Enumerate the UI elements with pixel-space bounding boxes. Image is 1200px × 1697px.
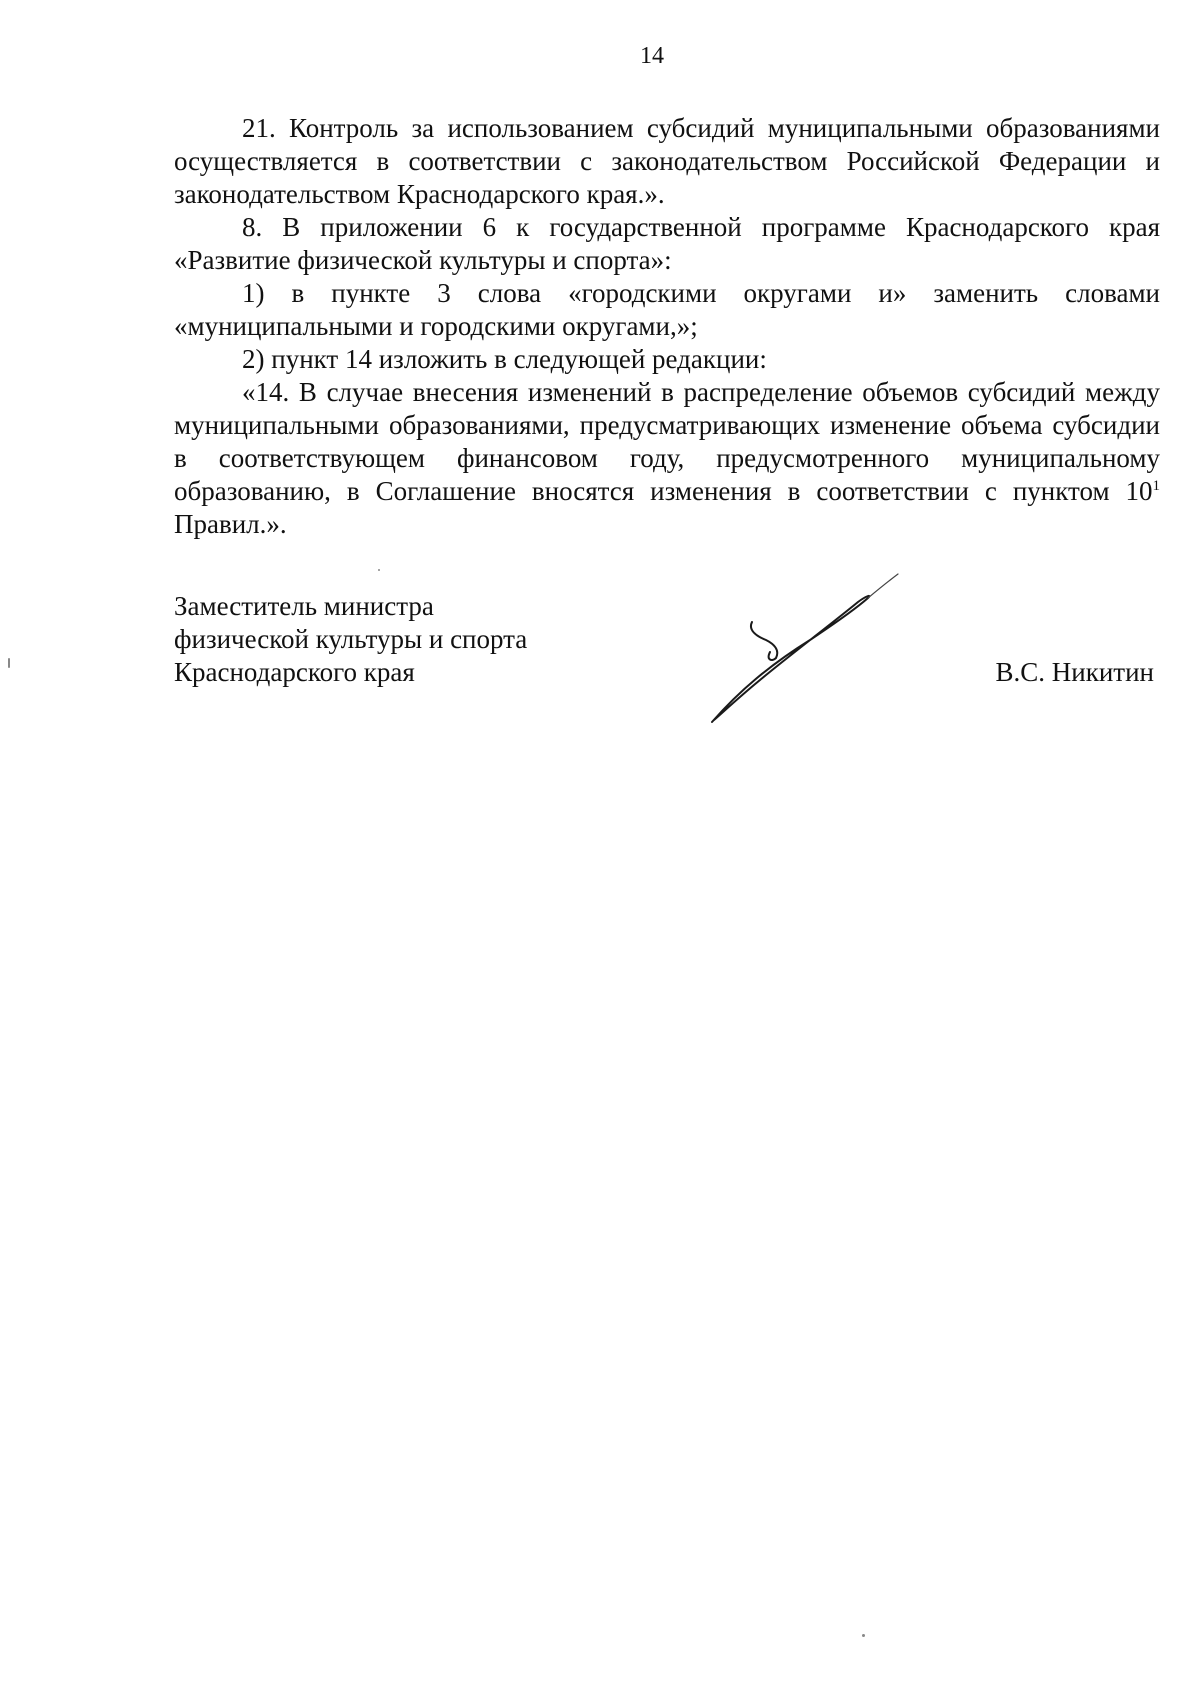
page-number: 14 [640,43,664,69]
signatory-title [174,590,527,689]
signatory-name: В.С. Никитин [995,657,1154,687]
scan-speck [8,658,10,668]
paragraph-8: 8. В приложении 6 к государственной программе Краснодарского края «Развитие физической культуры и спорта»: [174,212,1160,275]
handwritten-signature [700,570,920,730]
signature-block [174,590,1154,740]
paragraph-21: 21. Контроль за использованием субсидий муниципальными образованиями осуществляется в соответствии с законодательством Российской Федерации и законодательством Краснодарского края.». [174,113,1160,209]
signatory-title-line: Заместитель министра [174,591,434,621]
scan-speck [862,1634,865,1637]
paragraph-14-superscript: 1 [1152,478,1160,494]
paragraph-item-2: 2) пункт 14 изложить в следующей редакции: [242,344,767,374]
paragraph-14-text: «14. В случае внесения изменений в распределение объемов субсидий между муниципальными образованиями, предусматривающих изменение объема субсидии в соответствующем финансовом году, предусмотренного муниципальному образованию, в Соглашение вносятся изменения в соответствии с пунктом 10 [174,377,1160,506]
scan-speck [378,569,380,571]
paragraph-item-1: 1) в пункте 3 слова «городскими округами и» заменить словами «муниципальными и городскими округами,»; [174,278,1160,341]
document-body [174,112,1160,541]
paragraph-14 [174,376,1160,541]
signatory-title-line: Краснодарского края [174,657,415,687]
signatory-title-line: физической культуры и спорта [174,624,528,654]
paragraph-14-ending: Правил.». [174,509,287,539]
